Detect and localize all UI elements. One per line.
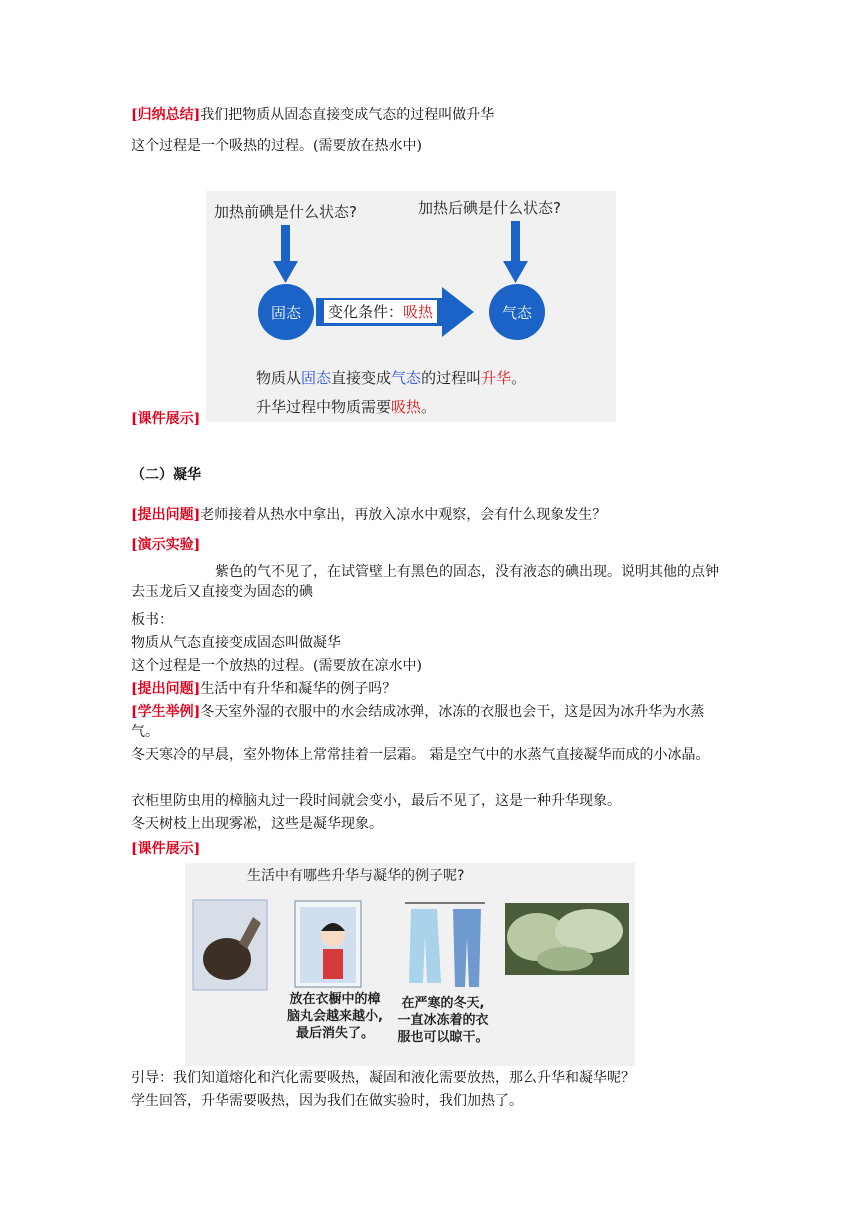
def-solid: 固态: [301, 369, 332, 387]
sublimation-definition: [256, 367, 526, 388]
question-tag-2: [提出问题]: [131, 681, 201, 697]
question-text-2: 生活中有升华和凝华的例子吗？: [200, 681, 397, 697]
need-end: 。: [421, 398, 437, 416]
student-example-1-text: 冬天室外湿的衣服中的水会结成冰弹，冰冻的衣服也会干，这是因为冰升华为水蒸气。: [131, 704, 705, 740]
caption-frozen-clothes: [390, 995, 496, 1046]
board-line-1: 物质从气态直接变成固态叫做凝华: [131, 635, 341, 651]
slide-examples: [185, 863, 635, 1066]
show-slide-tag-1: [课件展示]: [131, 411, 201, 427]
slide-examples-title: 生活中有哪些升华与凝华的例子呢?: [247, 868, 465, 884]
student-example-tag: [学生举例]: [131, 704, 201, 720]
sublimation-heat-note: [256, 396, 436, 417]
need-part-a: 升华过程中物质需要: [256, 398, 392, 416]
condition-value: 吸热: [403, 303, 434, 321]
question-before-heating: 加热前碘是什么状态?: [214, 203, 357, 221]
board-line-2: 这个过程是一个放热的过程。(需要放在凉水中): [131, 658, 422, 674]
def-term: 升华: [481, 369, 512, 387]
question-tag-1: [提出问题]: [131, 507, 201, 523]
light-bulb-picture: [193, 900, 267, 990]
down-arrow-right: [503, 221, 528, 283]
condition-label-text: 变化条件：: [328, 303, 404, 321]
answer-line: 学生回答，升华需要吸热，因为我们在做实验时，我们加热了。: [131, 1093, 523, 1109]
student-example-2: 冬天寒冷的早晨，室外物体上常常挂着一层霜。 霜是空气中的水蒸气直接凝华而成的小冰晶。: [131, 747, 710, 763]
slide-sublimation: [206, 191, 616, 422]
def-part-a: 物质从: [256, 369, 302, 387]
summary-line-2: 这个过程是一个吸热的过程。(需要放在热水中): [131, 138, 422, 154]
section-heading-deposition: （二）凝华: [131, 467, 201, 483]
board-label: 板书：: [131, 612, 173, 628]
summary-text: 我们把物质从固态直接变成气态的过程叫做升华: [200, 107, 495, 123]
wardrobe-girl-picture: [295, 901, 361, 987]
student-example-3: 衣柜里防虫用的樟脑丸过一段时间就会变小，最后不见了，这是一种升华现象。: [131, 793, 621, 809]
question-text-1: 老师接着从热水中拿出，再放入凉水中观察，会有什么现象发生？: [200, 507, 607, 523]
solid-state-circle: 固态: [258, 284, 314, 340]
need-heat: 吸热: [391, 398, 422, 416]
question-line-1: [131, 505, 606, 525]
caption-camphor-line-1: 放在衣橱中的樟: [289, 992, 381, 1007]
caption-clothes-line-1: 在严寒的冬天,: [401, 996, 485, 1011]
demo-text: 紫色的气不见了，在试管壁上有黑色的固态，没有液态的碘出现。说明其他的点钟去玉龙后又直接变为固态的碘: [131, 564, 719, 600]
def-end: 。: [511, 369, 527, 387]
caption-clothes-line-3: 服也可以晾干。: [397, 1030, 489, 1045]
frost-leaves-picture: [505, 903, 629, 975]
def-part-c: 的过程叫: [421, 369, 482, 387]
caption-camphor: [280, 991, 390, 1042]
student-example-4: 冬天树枝上出现雾凇，这些是凝华现象。: [131, 816, 383, 832]
caption-clothes-line-2: 一直冰冻着的衣: [397, 1013, 489, 1028]
condition-label: [324, 300, 437, 323]
guide-line: 引导：我们知道熔化和汽化需要吸热，凝固和液化需要放热，那么升华和凝华呢？: [131, 1070, 635, 1086]
gas-state-circle: 气态: [489, 284, 545, 340]
summary-line: [131, 105, 494, 125]
caption-camphor-line-2: 脑丸会越来越小,: [287, 1009, 383, 1024]
down-arrow-left: [273, 225, 298, 283]
caption-camphor-line-3: 最后消失了。: [295, 1026, 374, 1041]
show-slide-tag-2: [课件展示]: [131, 841, 201, 857]
frozen-clothes-picture: [405, 903, 485, 987]
def-part-b: 直接变成: [331, 369, 392, 387]
student-example-1: [131, 702, 731, 742]
summary-tag: [归纳总结]: [131, 107, 201, 123]
question-line-2: [131, 679, 396, 699]
def-gas: 气态: [391, 369, 422, 387]
demo-tag: [演示实验]: [131, 537, 201, 553]
question-after-heating: 加热后碘是什么状态?: [418, 199, 561, 217]
